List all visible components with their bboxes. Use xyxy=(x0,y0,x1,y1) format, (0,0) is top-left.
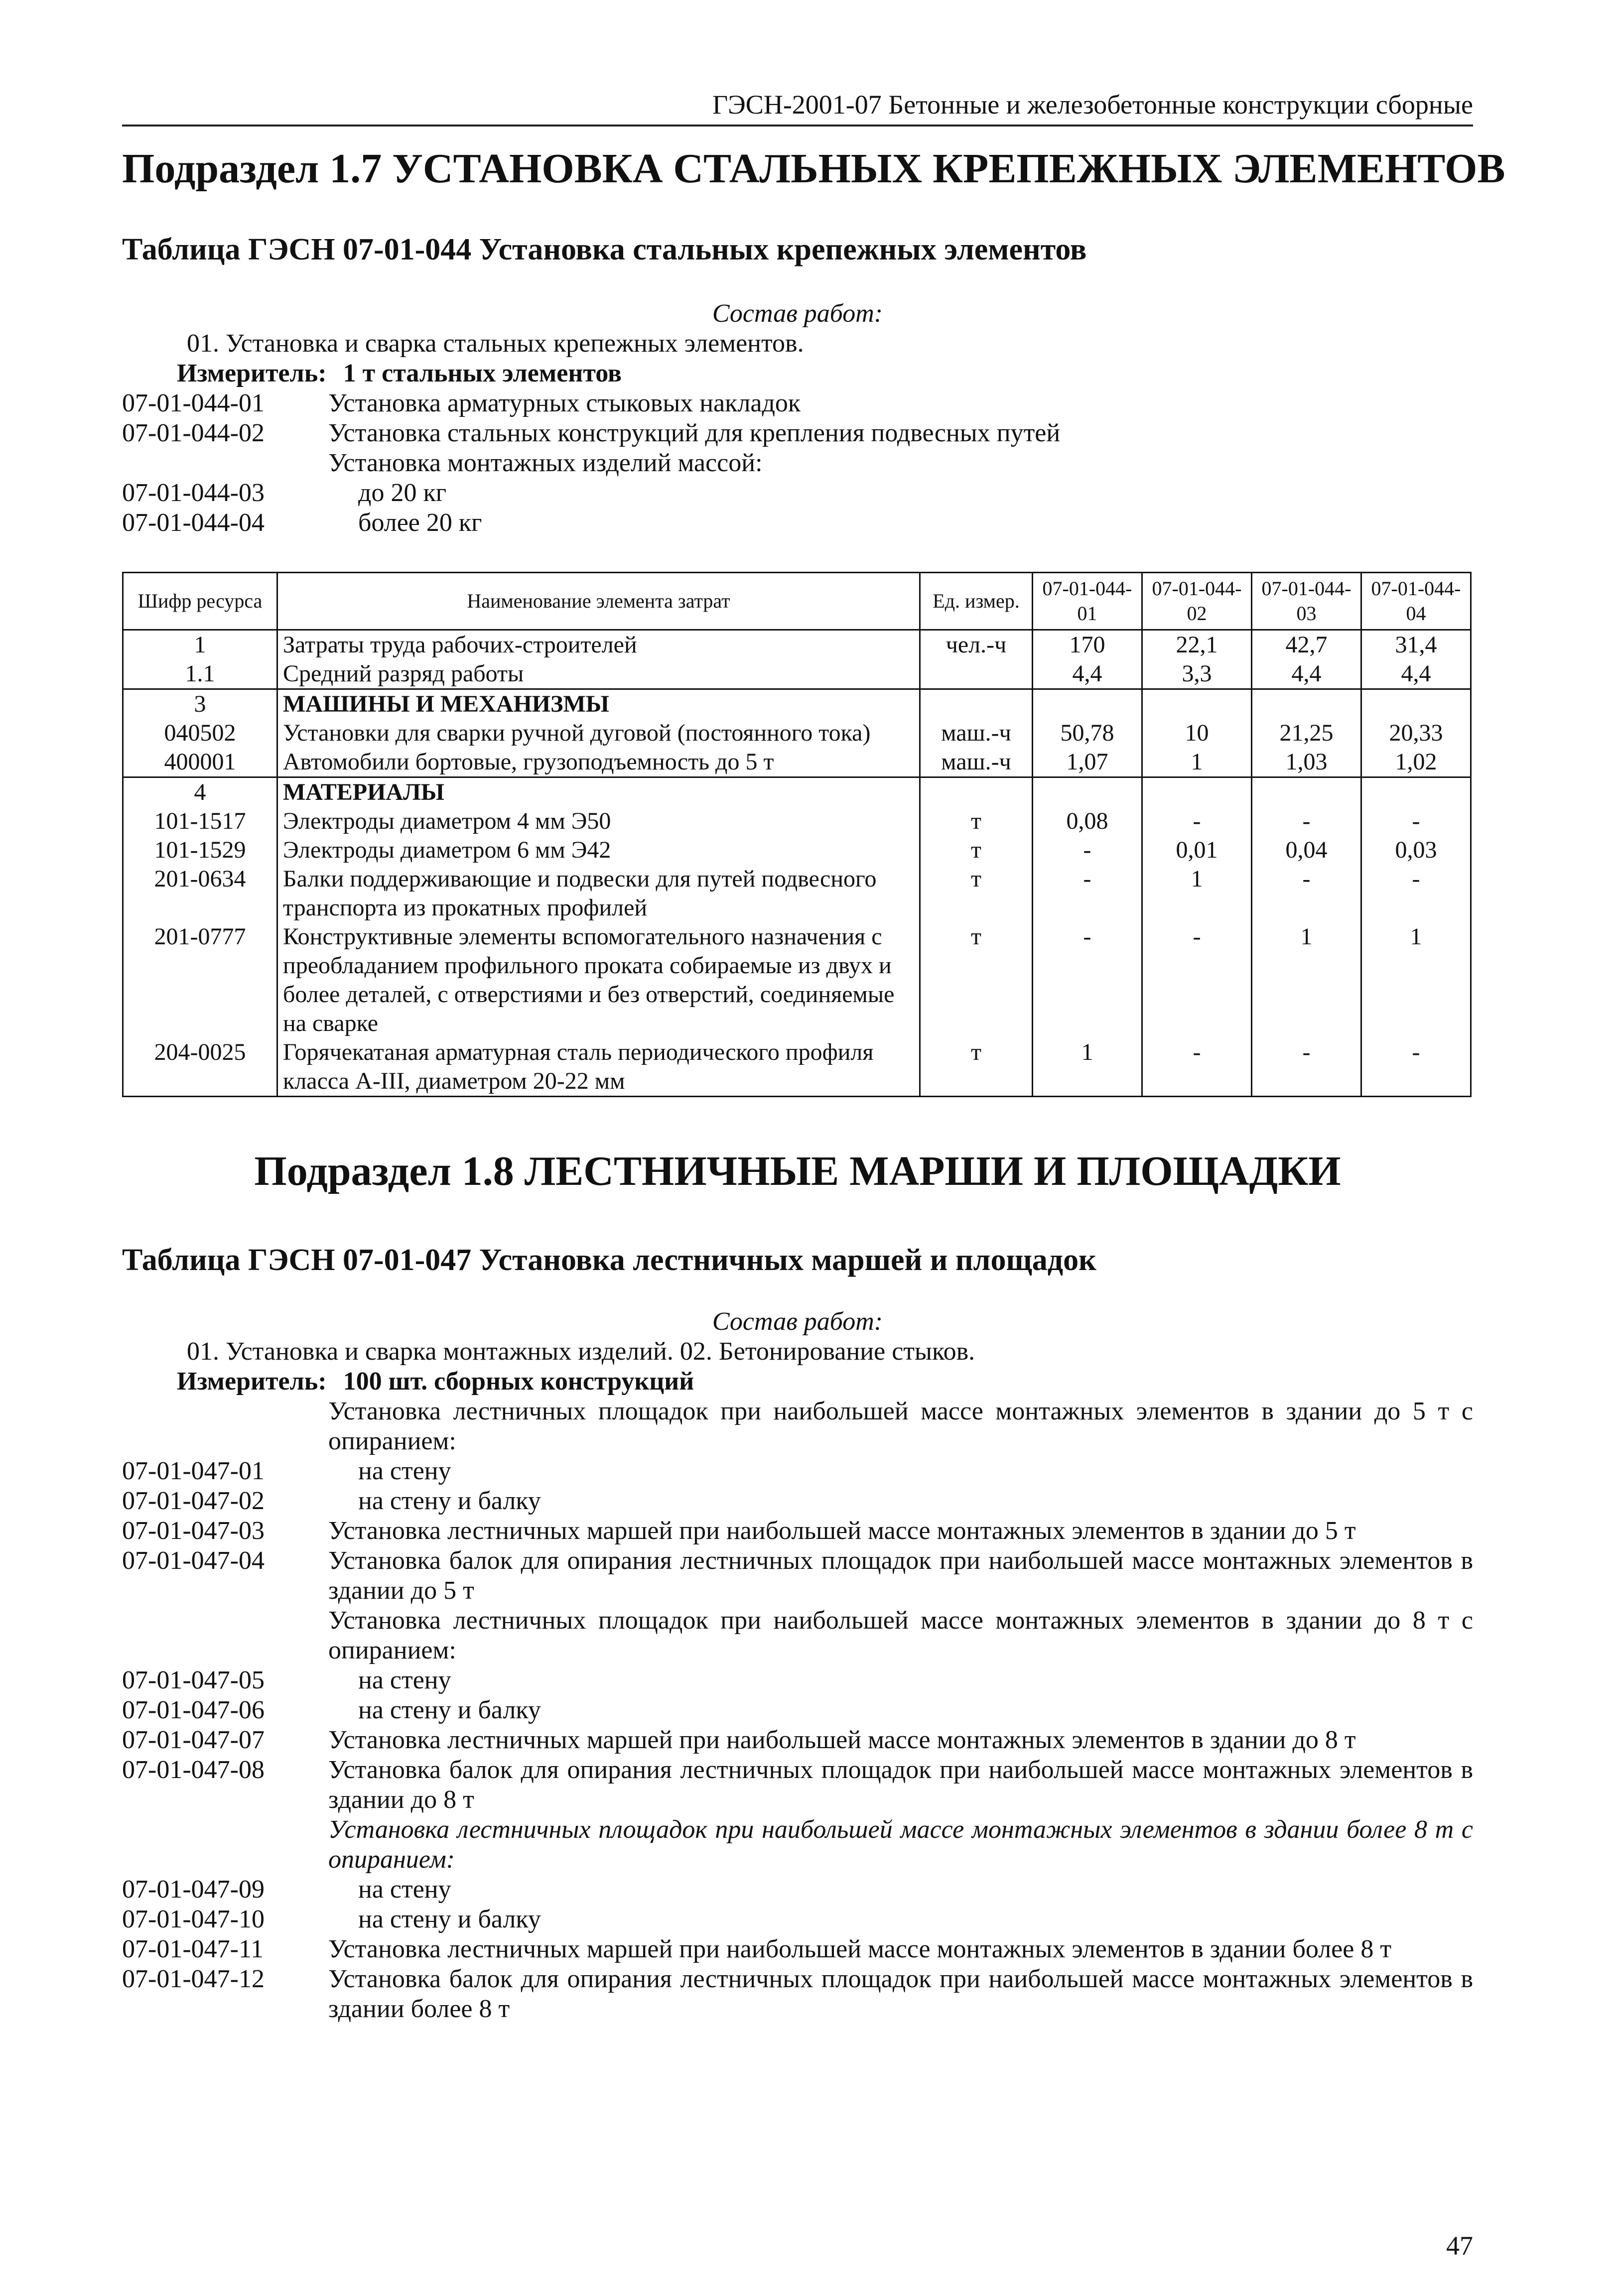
resource-code-cell: 101-1517 xyxy=(123,807,277,836)
resource-code-cell: 4 xyxy=(123,777,277,807)
resource-name-cell: Затраты труда рабочих-строителей xyxy=(277,630,920,660)
work-composition-047 xyxy=(122,1307,1473,2024)
value-cell xyxy=(1142,777,1252,807)
unit-cell: маш.-ч xyxy=(920,719,1033,748)
item-code: 07-01-047-12 xyxy=(122,1965,265,1993)
meter-line xyxy=(122,1367,1473,1397)
value-cell: - xyxy=(1361,807,1471,836)
value-cell: 22,1 xyxy=(1142,630,1252,660)
value-cell: 20,33 xyxy=(1361,719,1471,748)
resource-name-cell: Электроды диаметром 4 мм Э50 xyxy=(277,807,920,836)
work-label: Состав работ: xyxy=(712,1307,883,1336)
item-description: Установка арматурных стыковых накладок xyxy=(328,389,801,417)
value-cell: - xyxy=(1252,807,1361,836)
value-cell: 0,04 xyxy=(1252,836,1361,865)
table-row xyxy=(123,719,1471,748)
value-cell: 0,01 xyxy=(1142,836,1252,865)
value-cell: 42,7 xyxy=(1252,630,1361,660)
value-cell: 4,4 xyxy=(1033,659,1142,689)
value-cell: 3,3 xyxy=(1142,659,1252,689)
item-row xyxy=(122,1755,1473,1815)
unit-cell: маш.-ч xyxy=(920,748,1033,777)
item-row xyxy=(122,1606,1473,1665)
resource-name-cell: МАШИНЫ И МЕХАНИЗМЫ xyxy=(277,689,920,719)
table-title-044: Таблица ГЭСН 07-01-044 Установка стальных крепежных элементов xyxy=(122,233,1087,266)
resource-code-cell: 201-0777 xyxy=(123,922,277,1038)
resource-name-cell: Автомобили бортовые, грузоподъемность до 5 т xyxy=(277,748,920,777)
category-row xyxy=(123,777,1471,807)
item-row xyxy=(122,1905,1473,1934)
item-row xyxy=(122,1665,1473,1695)
item-row xyxy=(122,1397,1473,1456)
item-code: 07-01-047-01 xyxy=(122,1457,265,1485)
resource-code-cell: 204-0025 xyxy=(123,1038,277,1097)
column-header: Ед. измер. xyxy=(920,573,1033,630)
item-description: более 20 кг xyxy=(358,509,482,537)
work-composition-044 xyxy=(122,299,1473,538)
item-code: 07-01-047-08 xyxy=(122,1756,265,1784)
value-cell: - xyxy=(1142,922,1252,1038)
value-cell: 1,02 xyxy=(1361,748,1471,777)
meter-value: 1 т стальных элементов xyxy=(343,359,622,387)
table-row xyxy=(123,748,1471,777)
resource-code-cell: 3 xyxy=(123,689,277,719)
value-cell: 31,4 xyxy=(1361,630,1471,660)
table-row xyxy=(123,630,1471,660)
item-row xyxy=(122,1516,1473,1546)
value-cell: 1 xyxy=(1361,922,1471,1038)
unit-cell xyxy=(920,777,1033,807)
value-cell: 10 xyxy=(1142,719,1252,748)
resource-name-cell: Электроды диаметром 6 мм Э42 xyxy=(277,836,920,865)
unit-cell: т xyxy=(920,865,1033,922)
value-cell: - xyxy=(1252,1038,1361,1097)
value-cell: 50,78 xyxy=(1033,719,1142,748)
resource-code-cell: 101-1529 xyxy=(123,836,277,865)
resource-code-cell: 1 xyxy=(123,630,277,660)
item-code xyxy=(122,1397,328,1456)
item-description: на стену и балку xyxy=(358,1696,541,1724)
item-row xyxy=(122,418,1473,448)
item-code xyxy=(122,1815,328,1875)
unit-cell: т xyxy=(920,922,1033,1038)
table-row xyxy=(123,659,1471,689)
value-cell: 4,4 xyxy=(1361,659,1471,689)
value-cell: 4,4 xyxy=(1252,659,1361,689)
table-row xyxy=(123,807,1471,836)
value-cell: - xyxy=(1142,1038,1252,1097)
item-row xyxy=(122,1725,1473,1755)
item-code: 07-01-044-04 xyxy=(122,509,265,537)
resource-name-cell: Балки поддерживающие и подвески для путей подвесного транспорта из прокатных профилей xyxy=(277,865,920,922)
table-row xyxy=(123,1038,1471,1097)
item-description: Установка лестничных площадок при наибольшей массе монтажных элементов в здании более 8 т с опиранием: xyxy=(328,1815,1473,1874)
item-description: Установка лестничных маршей при наибольшей массе монтажных элементов в здании более 8 т xyxy=(328,1935,1392,1963)
value-cell: - xyxy=(1142,807,1252,836)
item-description: Установка балок для опирания лестничных площадок при наибольшей массе монтажных элементов в здании более 8 т xyxy=(328,1965,1473,2023)
resource-code-cell: 400001 xyxy=(123,748,277,777)
item-list-044 xyxy=(122,388,1473,538)
item-list-047 xyxy=(122,1397,1473,2024)
item-row xyxy=(122,1486,1473,1516)
table-title-047: Таблица ГЭСН 07-01-047 Установка лестничных маршей и площадок xyxy=(122,1243,1096,1277)
item-description: на стену xyxy=(358,1875,451,1904)
value-cell: 1,07 xyxy=(1033,748,1142,777)
value-cell: 1 xyxy=(1142,865,1252,922)
item-row xyxy=(122,1815,1473,1875)
section-title-1-7: Подраздел 1.7 УСТАНОВКА СТАЛЬНЫХ КРЕПЕЖНЫХ ЭЛЕМЕНТОВ xyxy=(122,145,1505,192)
value-cell xyxy=(1252,777,1361,807)
value-cell: 170 xyxy=(1033,630,1142,660)
unit-cell: т xyxy=(920,1038,1033,1097)
item-description: Установка монтажных изделий массой: xyxy=(328,449,763,477)
item-code: 07-01-047-10 xyxy=(122,1905,265,1933)
work-text: 01. Установка и сварка стальных крепежных элементов. xyxy=(187,329,804,358)
value-cell: 0,03 xyxy=(1361,836,1471,865)
meter-label: Измеритель: xyxy=(177,359,327,387)
value-cell xyxy=(1361,777,1471,807)
item-code: 07-01-047-04 xyxy=(122,1546,265,1575)
unit-cell: чел.-ч xyxy=(920,630,1033,660)
item-description: на стену xyxy=(358,1457,451,1485)
unit-cell xyxy=(920,659,1033,689)
value-cell: - xyxy=(1361,865,1471,922)
unit-cell xyxy=(920,689,1033,719)
item-description: Установка лестничных площадок при наибольшей массе монтажных элементов в здании до 8 т с опиранием: xyxy=(328,1606,1473,1664)
value-cell: - xyxy=(1252,865,1361,922)
item-code: 07-01-047-03 xyxy=(122,1517,265,1545)
value-cell: - xyxy=(1033,922,1142,1038)
work-text: 01. Установка и сварка монтажных изделий. 02. Бетонирование стыков. xyxy=(187,1337,975,1366)
value-cell xyxy=(1361,689,1471,719)
item-row xyxy=(122,448,1473,478)
value-cell: 1,03 xyxy=(1252,748,1361,777)
column-header: Шифр ресурса xyxy=(123,573,277,630)
item-row xyxy=(122,508,1473,538)
work-label: Состав работ: xyxy=(712,299,883,328)
item-row xyxy=(122,1456,1473,1486)
item-description: Установка стальных конструкций для крепления подвесных путей xyxy=(328,419,1061,447)
item-description: Установка лестничных площадок при наибольшей массе монтажных элементов в здании до 5 т с опиранием: xyxy=(328,1397,1473,1455)
resource-code-cell: 1.1 xyxy=(123,659,277,689)
item-description: Установка балок для опирания лестничных площадок при наибольшей массе монтажных элементов в здании до 5 т xyxy=(328,1546,1473,1605)
item-code: 07-01-047-05 xyxy=(122,1666,265,1694)
column-header: Наименование элемента затрат xyxy=(277,573,920,630)
item-description: Установка лестничных маршей при наибольшей массе монтажных элементов в здании до 8 т xyxy=(328,1726,1356,1754)
value-cell: 0,08 xyxy=(1033,807,1142,836)
item-code xyxy=(122,448,328,478)
column-header: 07-01-044-01 xyxy=(1033,573,1142,630)
item-row xyxy=(122,1546,1473,1606)
item-description: на стену xyxy=(358,1666,451,1694)
resource-name-cell: Конструктивные элементы вспомогательного назначения с преобладанием профильного проката собираемые из двух и более деталей, с отверстиями и без отверстий, соединяемые на сварке xyxy=(277,922,920,1038)
unit-cell: т xyxy=(920,807,1033,836)
value-cell: 1 xyxy=(1252,922,1361,1038)
resource-code-cell: 201-0634 xyxy=(123,865,277,922)
table-row xyxy=(123,836,1471,865)
meter-label: Измеритель: xyxy=(177,1367,327,1396)
item-code: 07-01-047-11 xyxy=(122,1935,264,1963)
resource-name-cell: МАТЕРИАЛЫ xyxy=(277,777,920,807)
item-code: 07-01-047-09 xyxy=(122,1875,265,1904)
item-code: 07-01-047-02 xyxy=(122,1487,265,1515)
resource-name-cell: Средний разряд работы xyxy=(277,659,920,689)
item-row xyxy=(122,1875,1473,1905)
table-row xyxy=(123,922,1471,1038)
value-cell xyxy=(1142,689,1252,719)
table-row xyxy=(123,865,1471,922)
item-row xyxy=(122,1695,1473,1725)
item-code: 07-01-044-01 xyxy=(122,389,265,417)
resource-name-cell: Горячекатаная арматурная сталь периодического профиля класса А-III, диаметром 20-22 мм xyxy=(277,1038,920,1097)
item-code: 07-01-044-03 xyxy=(122,479,265,507)
column-header: 07-01-044-04 xyxy=(1361,573,1471,630)
table-header-row xyxy=(123,573,1471,630)
item-code: 07-01-047-06 xyxy=(122,1696,265,1724)
meter-value: 100 шт. сборных конструкций xyxy=(343,1367,694,1396)
item-row xyxy=(122,478,1473,508)
item-code: 07-01-044-02 xyxy=(122,419,265,447)
resource-code-cell: 040502 xyxy=(123,719,277,748)
value-cell xyxy=(1033,689,1142,719)
column-header: 07-01-044-02 xyxy=(1142,573,1252,630)
column-header: 07-01-044-03 xyxy=(1252,573,1361,630)
value-cell: 1 xyxy=(1033,1038,1142,1097)
item-description: на стену и балку xyxy=(358,1487,541,1515)
value-cell: 21,25 xyxy=(1252,719,1361,748)
item-description: Установка лестничных маршей при наибольшей массе монтажных элементов в здании до 5 т xyxy=(328,1517,1356,1545)
value-cell: 1 xyxy=(1142,748,1252,777)
item-row xyxy=(122,1934,1473,1964)
running-header: ГЭСН-2001-07 Бетонные и железобетонные конструкции сборные xyxy=(122,89,1473,127)
item-code xyxy=(122,1606,328,1665)
item-description: до 20 кг xyxy=(358,479,447,507)
value-cell: - xyxy=(1361,1038,1471,1097)
value-cell: - xyxy=(1033,865,1142,922)
page-number: 47 xyxy=(1446,2231,1473,2261)
meter-line xyxy=(122,359,1473,388)
resource-table-044 xyxy=(122,572,1472,1097)
item-row xyxy=(122,388,1473,418)
value-cell: - xyxy=(1033,836,1142,865)
item-description: Установка балок для опирания лестничных площадок при наибольшей массе монтажных элементов в здании до 8 т xyxy=(328,1756,1473,1814)
item-description: на стену и балку xyxy=(358,1905,541,1933)
category-row xyxy=(123,689,1471,719)
item-row xyxy=(122,1964,1473,2024)
unit-cell: т xyxy=(920,836,1033,865)
section-title-1-8: Подраздел 1.8 ЛЕСТНИЧНЫЕ МАРШИ И ПЛОЩАДКИ xyxy=(254,1148,1341,1194)
resource-name-cell: Установки для сварки ручной дуговой (постоянного тока) xyxy=(277,719,920,748)
item-code: 07-01-047-07 xyxy=(122,1726,265,1754)
value-cell xyxy=(1033,777,1142,807)
value-cell xyxy=(1252,689,1361,719)
